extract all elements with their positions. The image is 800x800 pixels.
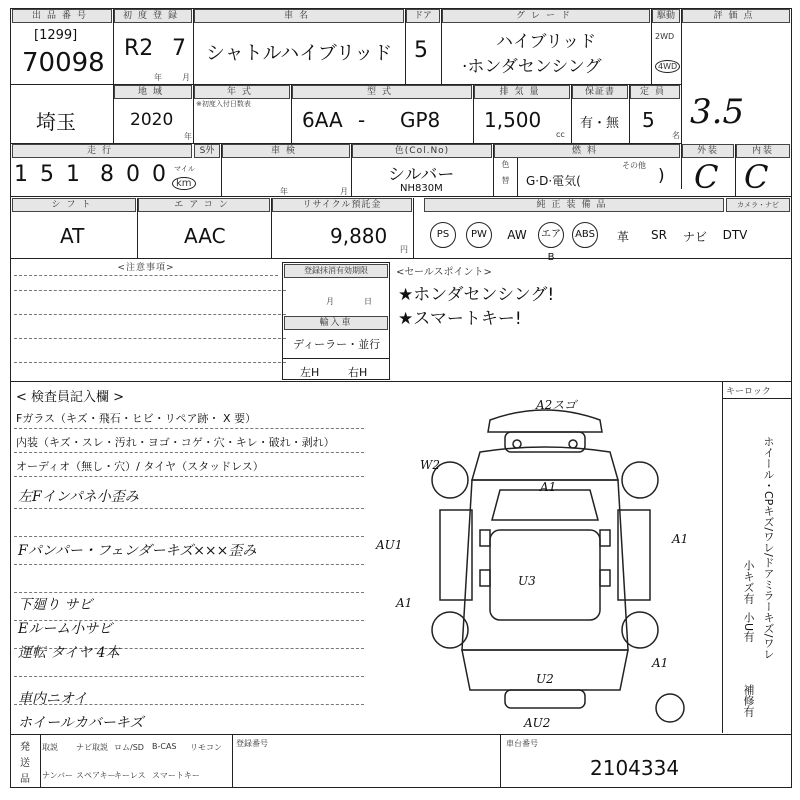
import-right-hand: 右H (348, 366, 368, 379)
model-prefix: 6AA (302, 108, 343, 132)
warranty-value: 有・無 (580, 116, 620, 131)
reg-no-label: 登録番号 (236, 739, 268, 748)
equipment-4: ABS (572, 222, 598, 248)
doors-header: ドア (406, 9, 440, 23)
mileage-digit: 1 (14, 162, 28, 187)
inspection-year: 年 (280, 187, 288, 196)
inspector-note: 下廻り サビ (18, 597, 93, 613)
chassis-value: 2104334 (590, 756, 680, 780)
diagram-mark: A1 (672, 532, 689, 546)
first-reg-month-mark: 月 (182, 73, 190, 82)
footer-item-bottom: スペアキー (76, 771, 116, 780)
footer-item-top: ナビ取説 (76, 743, 108, 752)
footer-item-bottom: キーレス (114, 771, 146, 780)
model-year-note: ※初度入付日数表 (196, 100, 251, 108)
inspector-note: 左Fインパネ小歪み (18, 489, 139, 505)
lot-number: 70098 (22, 48, 105, 78)
interior-score: C (744, 158, 769, 196)
displacement-value: 1,500 (484, 108, 542, 132)
side-vertical-4: 補修有 (742, 684, 755, 717)
first-reg-year-mark: 年 (154, 73, 162, 82)
diagram-mark: U2 (536, 672, 554, 686)
meter-mile: マイル (174, 165, 195, 173)
grade-line1: ハイブリッド (496, 32, 597, 52)
equipment-header: 純正装備品 (424, 198, 724, 212)
region-value: 埼玉 (36, 110, 76, 134)
import-left-hand: 左H (300, 366, 320, 379)
reg-expiry-month: 月 (326, 297, 334, 306)
equipment-7: ナビ (682, 230, 707, 244)
inspector-preprint-1: Fガラス（キズ・飛石・ヒビ・リペア跡・ X 要） (16, 412, 257, 425)
mileage-digit: 0 (126, 162, 140, 187)
model-dash: - (358, 108, 366, 132)
sales-point-2: ★スマートキー! (398, 309, 522, 329)
diagram-mark: A2スゴ (536, 398, 577, 412)
mileage-digit: 5 (40, 162, 54, 187)
color-header: 色(Col.No) (352, 144, 492, 158)
lot-no-header: 出品番号 (12, 9, 112, 23)
model-year-header: 年式 (194, 85, 290, 99)
footer-item-top: 取説 (42, 743, 58, 752)
aircon-value: AAC (184, 224, 226, 248)
inspector-preprint-3: オーディオ（無し・穴）/ タイヤ（スタッドレス） (16, 460, 264, 473)
color-name: シルバー (388, 165, 455, 185)
meter-km: km (172, 177, 196, 190)
footer-dispatch-char: 品 (20, 774, 30, 785)
mileage-digit: 1 (66, 162, 80, 187)
reg-expiry-day: 日 (364, 297, 372, 306)
warranty-header: 保証書 (572, 85, 628, 99)
diagram-mark: AU1 (376, 538, 403, 552)
diagram-mark: A1 (540, 480, 557, 494)
color-change: 色替 (501, 160, 510, 192)
equipment-3: エアB (538, 222, 564, 248)
inspector-note: Eルーム小サビ (18, 621, 113, 637)
reg-expiry-header: 登録抹消有効期限 (284, 264, 388, 278)
footer-item-top: ロム/SD (114, 743, 144, 752)
score-header: 評価点 (682, 9, 790, 23)
exterior-header: 外装 (682, 144, 734, 158)
capacity-unit: 名 (672, 131, 680, 140)
region-header: 地域 (114, 85, 192, 99)
fuel-close: ) (658, 166, 665, 186)
equipment-0: PS (430, 222, 456, 248)
side-vertical-2: 小キズ有 (742, 560, 755, 604)
import-header: 輸入車 (284, 316, 388, 330)
equipment-8: DTV (722, 228, 748, 242)
first-reg-header: 初度登録 (114, 9, 192, 23)
equipment-5: 革 (616, 230, 629, 244)
diagram-mark: A1 (652, 656, 669, 670)
grade-header: グレード (442, 9, 650, 23)
first-reg-era: R2 (124, 36, 154, 61)
equipment-6: SR (651, 228, 667, 242)
recycle-value: 9,880 (330, 224, 388, 248)
footer-dispatch-char: 送 (20, 758, 30, 769)
footer-item-bottom: ナンバー (42, 771, 74, 780)
notes-header: <注意事項> (14, 262, 278, 276)
shift-header: シフト (12, 198, 136, 212)
inspector-note: ホイールカバーキズ (18, 715, 144, 731)
shift-value: AT (60, 224, 85, 248)
recycle-yen: 円 (400, 245, 408, 254)
inspector-preprint-2: 内装（キズ・スレ・汚れ・ヨゴ・コゲ・穴・キレ・破れ・剥れ） (16, 436, 335, 449)
fuel-other: その他 (622, 161, 646, 170)
diagram-mark: AU2 (524, 716, 551, 730)
inspector-note: 運転 タイヤ 4本 (18, 645, 120, 661)
exterior-score: C (694, 158, 719, 196)
aircon-header: エアコン (138, 198, 270, 212)
sales-point-header: <セールスポイント> (396, 267, 492, 278)
sales-point-1: ★ホンダセンシング! (398, 285, 555, 305)
doors-value: 5 (414, 38, 428, 63)
cc-unit: cc (556, 130, 565, 139)
mileage-digit: 8 (100, 162, 114, 187)
equipment-2: AW (507, 228, 527, 242)
camera-header: カメラ・ナビ (726, 198, 790, 212)
capacity-header: 定員 (630, 85, 680, 99)
car-name-header: 車名 (194, 9, 404, 23)
drive-4wd: 4WD (655, 60, 680, 73)
side-vertical-3: 小U有 (742, 612, 755, 643)
fuel-header: 燃料 (494, 144, 680, 158)
interior-header: 内装 (736, 144, 790, 158)
first-reg-month: 7 (172, 36, 186, 61)
inspection-month: 月 (340, 187, 348, 196)
footer-item-bottom: スマートキー (152, 771, 200, 780)
inspector-note: 車内ニオイ (18, 691, 88, 707)
mileage-digit: 0 (152, 162, 166, 187)
fuel-value: G·D·電気( (526, 174, 581, 188)
diagram-mark: U3 (518, 574, 536, 588)
lot-bracket: [1299] (34, 28, 78, 43)
meter-header: S外 (194, 144, 220, 158)
capacity-value: 5 (642, 108, 655, 132)
displacement-header: 排気量 (474, 85, 570, 99)
color-code: NH830M (400, 183, 443, 194)
mileage-header: 走行 (12, 144, 192, 158)
car-name: シャトルハイブリッド (206, 42, 393, 64)
drive-2wd: 2WD (655, 32, 675, 41)
inspector-note: Fパンパー・フェンダーキズ×××歪み (18, 543, 257, 559)
model-type-header: 型式 (292, 85, 472, 99)
recycle-header: リサイクル預託金 (272, 198, 412, 212)
overall-score: 3.5 (690, 92, 745, 132)
diagram-mark: A1 (396, 596, 413, 610)
footer-dispatch-char: 発 (20, 742, 30, 753)
chassis-label: 車台番号 (506, 739, 538, 748)
model-code: GP8 (400, 108, 441, 132)
grade-line2: ·ホンダセンシング (462, 57, 602, 77)
model-year-value: 2020 (130, 110, 174, 130)
diagram-mark: W2 (420, 458, 440, 472)
side-vertical-1: ホイール・CPキズ/ワレ/ドアミラーキズ/ワレ (762, 436, 775, 660)
import-dealer: ディーラー・並行 (293, 338, 381, 351)
footer-item-top: リモコン (190, 743, 222, 752)
drive-header: 駆動 (652, 9, 680, 23)
equipment-1: PW (466, 222, 492, 248)
footer-item-top: B-CAS (152, 742, 177, 751)
inspector-header: < 検査員記入欄 > (16, 390, 125, 405)
key-lock-header: キーロック (726, 387, 771, 397)
model-year-mark: 年 (184, 132, 192, 141)
inspection-header: 車検 (222, 144, 350, 158)
